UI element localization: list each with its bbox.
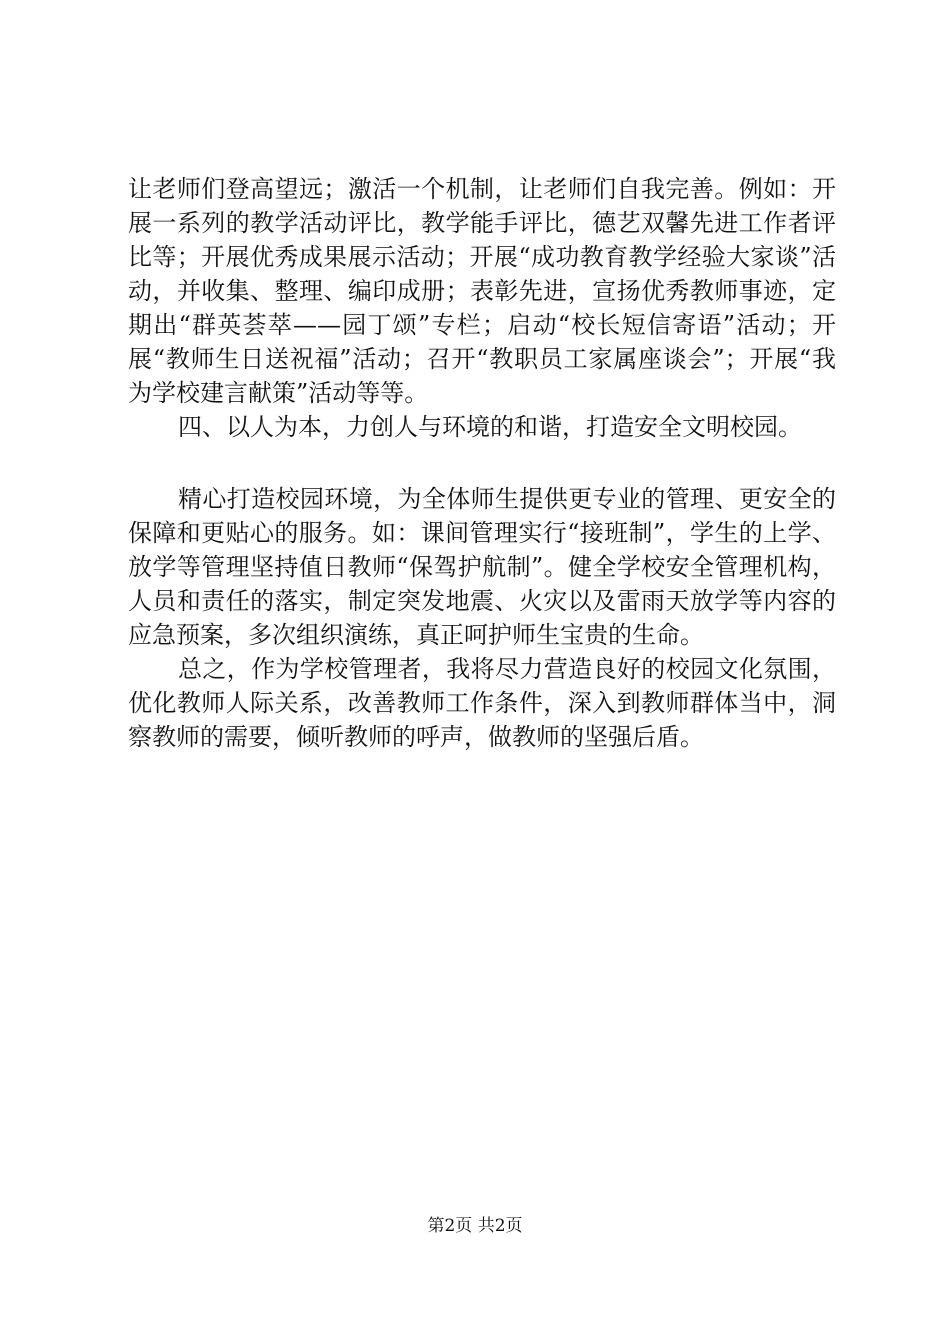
page-footer: 第2页 共2页 <box>427 1216 523 1236</box>
paragraph-gap <box>128 444 836 482</box>
paragraph-conclusion: 总之，作为学校管理者，我将尽力营造良好的校园文化氛围，优化教师人际关系，改善教师工作条件，深入到教师群体当中，洞察教师的需要，倾听教师的呼声，做教师的坚强后盾。 <box>128 655 836 751</box>
section-heading: 四、以人为本，力创人与环境的和谐，打造安全文明校园。 <box>178 413 802 441</box>
paragraph-safety: 精心打造校园环境，为全体师生提供更专业的管理、更安全的保障和更贴心的服务。如：课间管理实行“接班制”，学生的上学、放学等管理坚持值日教师“保驾护航制”。健全学校安全管理机构，人员和责任的落实，制定突发地震、火灾以及雷雨天放学等内容的应急预案，多次组织演练，真正呵护师生宝贵的生命。 <box>128 485 836 649</box>
paragraph-continuation: 让老师们登高望远；激活一个机制，让老师们自我完善。例如：开展一系列的教学活动评比，教学能手评比，德艺双馨先进工作者评比等；开展优秀成果展示活动；开展“成功教育教学经验大家谈”活动，并收集、整理、编印成册；表彰先进，宣扬优秀教师事迹，定期出“群英荟萃——园丁颂”专栏；启动“校长短信寄语”活动；开展“教师生日送祝福”活动；召开“教职员工家属座谈会”；开展“我为学校建言献策”活动等等。 <box>128 175 836 407</box>
document-body <box>128 172 836 754</box>
